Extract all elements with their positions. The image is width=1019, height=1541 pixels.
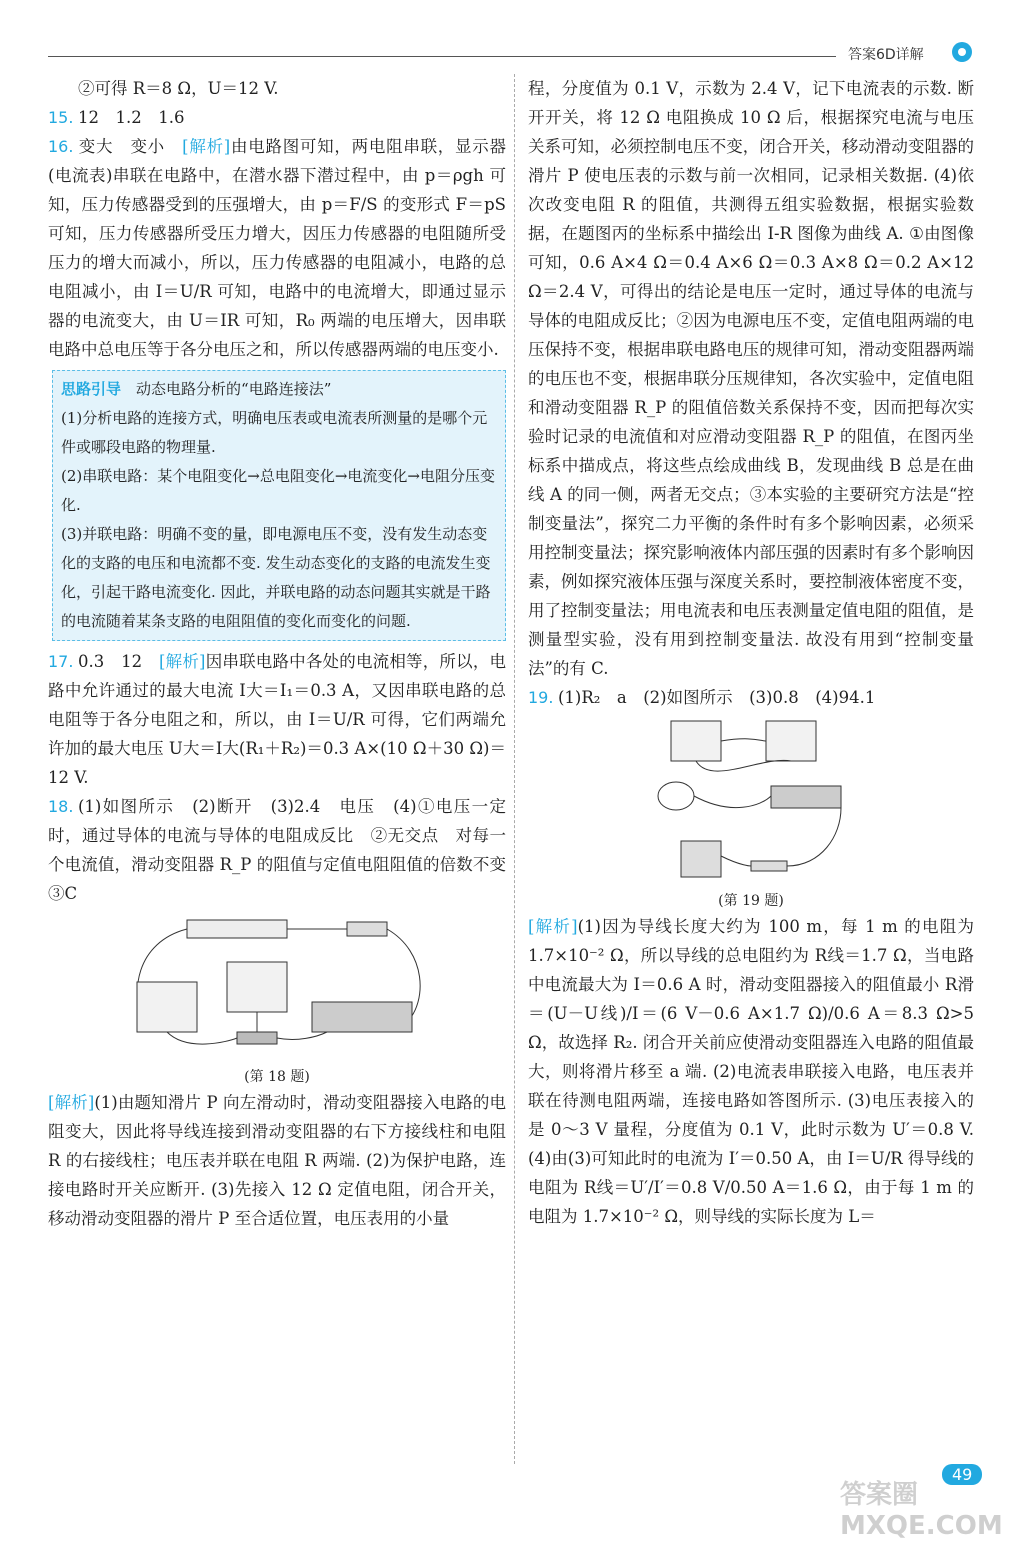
q19 bbox=[528, 683, 974, 712]
tip-label: 思路引导 bbox=[61, 380, 122, 398]
q18-answer: (1)如图所示 (2)断开 (3)2.4 电压 (4)①电压一定时，通过导体的电流与导体的电阻成反比 ②无交点 对每一个电流值，滑动变阻器 R_P 的阻值与定值电阻阻值的倍数不变 ③C bbox=[48, 797, 523, 903]
q16-answer: 变大 变小 bbox=[78, 137, 183, 156]
q18-analysis-cont: 程，分度值为 0.1 V，示数为 2.4 V，记下电流表的示数. 断开开关，将 12 Ω 电阻换成 10 Ω 后，根据探究电流与电压关系可知，必须控制电压不变，闭合开关，移动滑动变阻器的滑片 P 使电压表的示数与前一次相同，记录相关数据. (4)依次改变电阻 R 的阻值，共测得五组实验数据，根据实验数据，在题图丙的坐标系中描绘出 I-R 图像为曲线 A. ①由图像可知，0.6 A×4 Ω＝0.4 A×6 Ω＝0.3 A×8 Ω＝0.2 A×12 Ω＝2.4 V，可得出的结论是电压一定时，通过导体的电流与导体的电阻成反比；②因为电源电压不变，定值电阻两端的电压保持不变，根据串联电路电压的规律可知，滑动变阻器两端的电压也不变，根据串联分压规律知，各次实验中，定值电阻和滑动变阻器 R_P 的阻值倍数关系保持不变，因而把每次实验时记录的电流值和对应滑动变阻器 R_P 的阻值，在图丙坐标系中描成点，将这些点绘成曲线 B，发现曲线 B 总是在曲线 A 的同一侧，两者无交点；③本实验的主要研究方法是“控制变量法”，探究二力平衡的条件时有多个影响因素，必须采用控制变量法；探究影响液体内部压强的因素时有多个影响因素，例如探究液体压强与深度关系时，要控制液体密度不变，用了控制变量法；用电流表和电压表测量定值电阻的阻值，是测量型实验，没有用到控制变量法. 故没有用到“控制变量法”的有 C. bbox=[528, 79, 974, 678]
tip-box bbox=[52, 370, 506, 641]
circuit-figure-19 bbox=[651, 716, 851, 886]
q19-analysis-block bbox=[528, 912, 974, 1231]
column-divider bbox=[514, 74, 515, 1464]
q15-number: 15. bbox=[48, 108, 74, 127]
circuit-figure-18 bbox=[127, 912, 427, 1062]
q17-answer: 0.3 12 bbox=[78, 652, 160, 671]
tip-title: 动态电路分析的“电路连接法” bbox=[136, 380, 332, 398]
figure-caption: (第 18 题) bbox=[244, 1069, 310, 1085]
header-title: 答案6D详解 bbox=[848, 47, 924, 63]
analysis-tag: [解析] bbox=[48, 1093, 95, 1112]
header-rule bbox=[48, 56, 836, 57]
tip-line: (3)并联电路：明确不变的量，即电源电压不变，没有发生动态变化的支路的电压和电流都不变. 发生动态变化的支路的电流发生变化，引起干路电流变化. 因此，并联电路的动态问题其实就是干路的电流随着某条支路的电阻阻值的变化而变化的问题. bbox=[61, 525, 491, 630]
brand-icon bbox=[952, 42, 972, 62]
analysis-tag: [解析] bbox=[182, 137, 231, 156]
figure-caption: (第 19 题) bbox=[718, 893, 784, 909]
analysis-tag: [解析] bbox=[528, 917, 578, 936]
left-column bbox=[48, 74, 523, 1233]
q16 bbox=[48, 132, 506, 364]
q18-number: 18. bbox=[48, 797, 74, 816]
watermark: 答案圈 MXQE.COM bbox=[840, 1480, 1003, 1541]
tip-line: (1)分析电路的连接方式，明确电压表或电流表所测量的是哪个元件或哪段电路的物理量. bbox=[61, 409, 488, 456]
page-number: 49 bbox=[942, 1464, 982, 1485]
q15-answer: 12 1.2 1.6 bbox=[78, 108, 185, 127]
right-column bbox=[528, 74, 974, 1231]
q15 bbox=[48, 103, 506, 132]
q16-number: 16. bbox=[48, 137, 74, 156]
q17-number: 17. bbox=[48, 652, 74, 671]
q19-answer: (1)R₂ a (2)如图所示 (3)0.8 (4)94.1 bbox=[558, 688, 876, 707]
q18-analysis: (1)由题知滑片 P 向左滑动时，滑动变阻器接入电路的电阻变大，因此将导线连接到滑动变阻器的右下方接线柱和电阻 R 的右接线柱；电压表并联在电阻 R 两端. (2)为保护电路，连接电路时开关应断开. (3)先接入 12 Ω 定值电阻，闭合开关，移动滑动变阻器的滑片 P 至合适位置，电压表用的小量 bbox=[48, 1093, 507, 1228]
q19-number: 19. bbox=[528, 688, 554, 707]
q18-analysis-block bbox=[48, 1088, 506, 1233]
q18 bbox=[48, 792, 523, 908]
q16-analysis: 由电路图可知，两电阻串联，显示器(电流表)串联在电路中，在潜水器下潜过程中，由 p＝ρgh 可知，压力传感器受到的压强增大，由 p＝F/S 的变形式 F＝pS 可知，压力传感器所受压力增大，因压力传感器的电阻随所受压力的增大而减小，所以，压力传感器的电阻减小，电路的总电阻减小，由 I＝U/R 可知，电路中的电流增大，即通过显示器的电流变大，由 U＝IR 可知，R₀ 两端的电压增大，因串联电路中总电压等于各分电压之和，所以传感器两端的电压变小. bbox=[48, 137, 507, 359]
q17 bbox=[48, 647, 506, 792]
q19-analysis: (1)因为导线长度大约为 100 m，每 1 m 的电阻为 1.7×10⁻² Ω，所以导线的总电阻约为 R线＝1.7 Ω，当电路中电流最大为 I＝0.6 A 时，滑动变阻器接入的阻值最小 R滑＝(U－U线)/I＝(6 V－0.6 A×1.7 Ω)/0.6 A＝8.3 Ω>5 Ω，故选择 R₂. 闭合开关前应使滑动变阻器连入电路的阻值最大，则将滑片移至 a 端. (2)电流表串联接入电路，电压表并联在待测电阻两端，连接电路如答图所示. (3)电压表接入的是 0～3 V 量程，分度值为 0.1 V，此时示数为 U′＝0.8 V. (4)由(3)可知此时的电流为 I′＝0.50 A，由 I＝U/R 得导线的电阻为 R线＝U′/I′＝0.8 V/0.50 A＝1.6 Ω，由于每 1 m 的电阻为 1.7×10⁻² Ω，则导线的实际长度为 L＝ bbox=[528, 917, 974, 1226]
tip-line: (2)串联电路：某个电阻变化→总电阻变化→电流变化→电阻分压变化. bbox=[61, 467, 495, 514]
q14-tail: ②可得 R＝8 Ω，U＝12 V. bbox=[78, 79, 279, 98]
q17-analysis: 因串联电路中各处的电流相等，所以，电路中允许通过的最大电流 I大＝I₁＝0.3 A，又因串联电路的总电阻等于各分电阻之和，所以，由 I＝U/R 可得，它们两端允许加的最大电压 U大＝I大(R₁＋R₂)＝0.3 A×(10 Ω＋30 Ω)＝12 V. bbox=[48, 652, 507, 787]
analysis-tag: [解析] bbox=[159, 652, 206, 671]
